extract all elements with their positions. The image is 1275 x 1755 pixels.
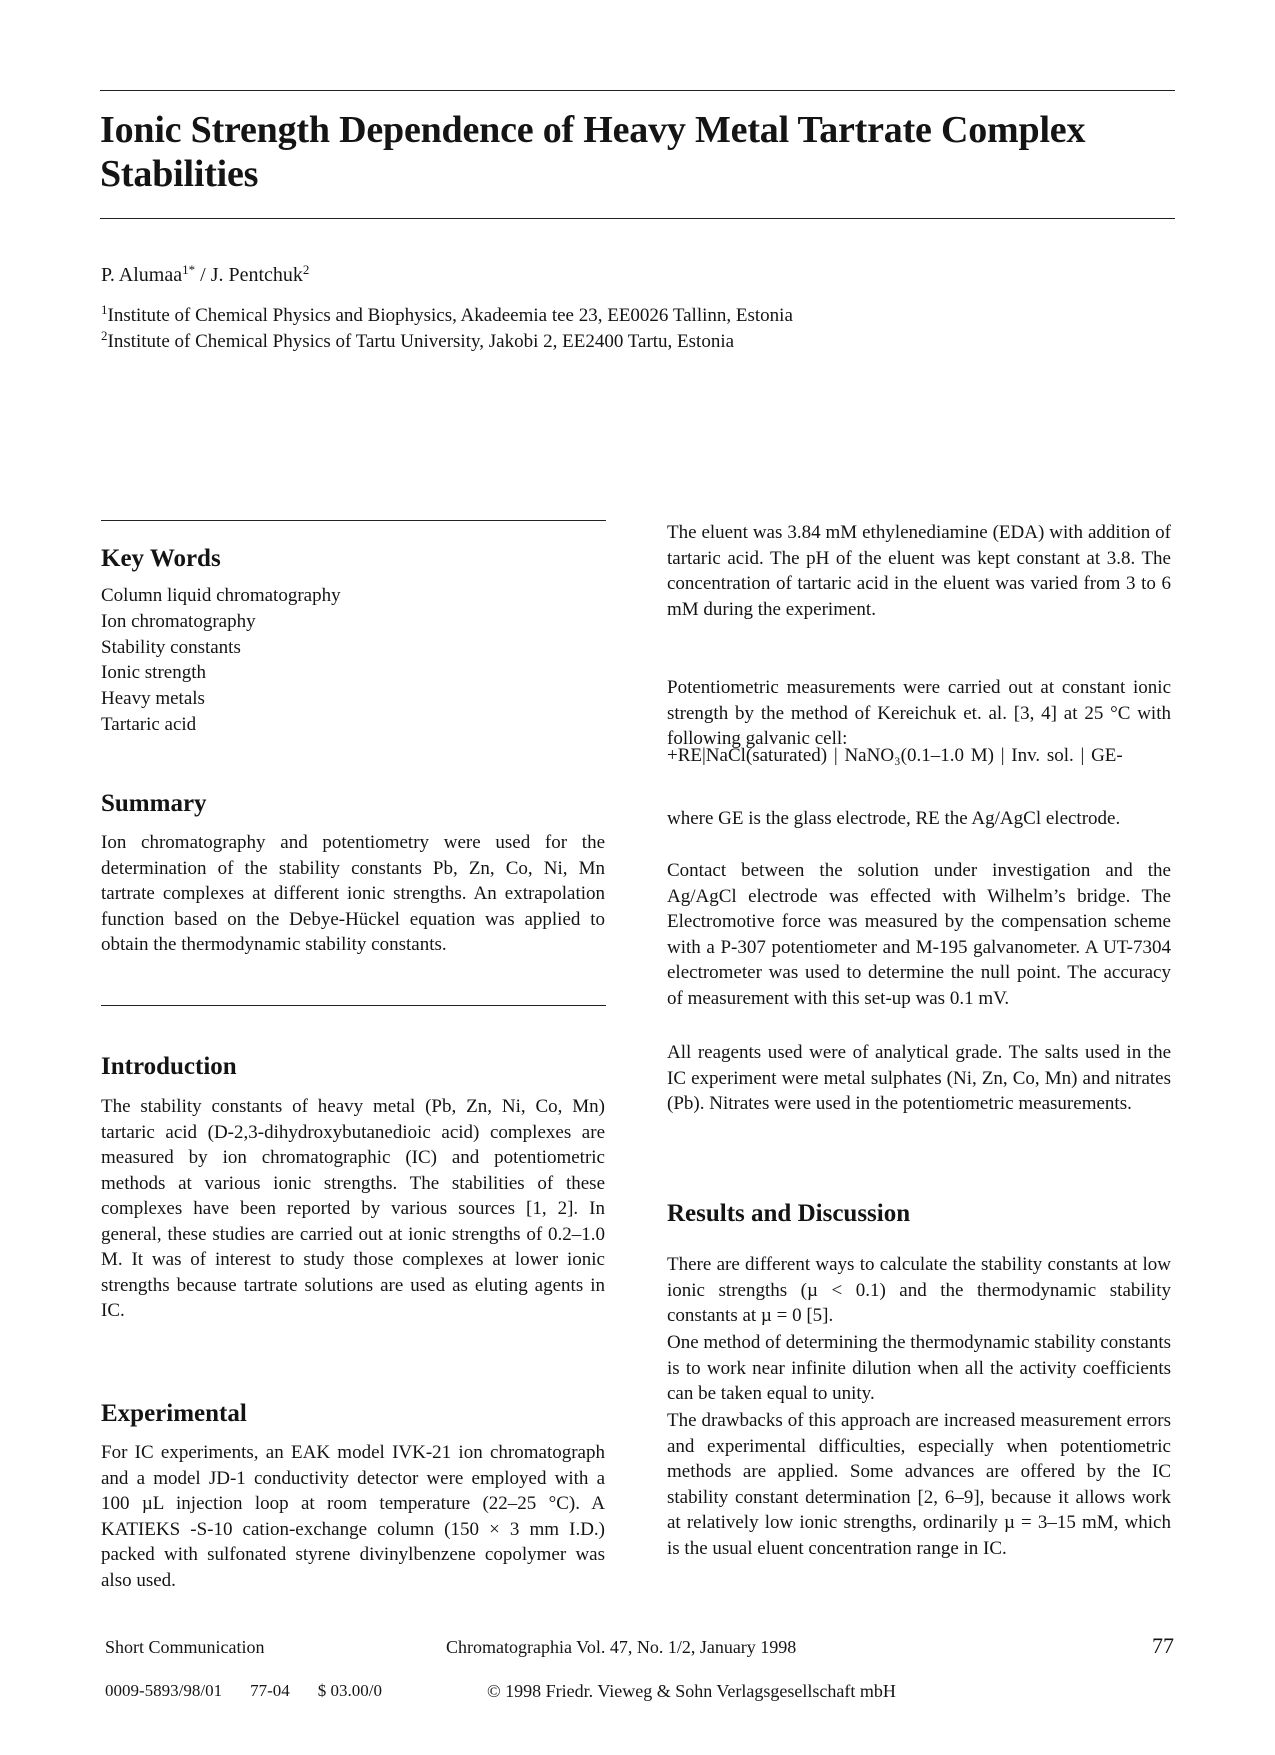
affiliation-text: Institute of Chemical Physics of Tartu University, Jakobi 2, EE2400 Tartu, Estonia (107, 331, 735, 352)
keyword-item: Ion chromatography (101, 610, 256, 632)
potentiometric-paragraph: Potentiometric measurements were carried out at constant ionic strength by the method of Kereichuk et. al. [3, 4] at 25 °C with following galvanic cell: (667, 677, 1171, 749)
keywords-list (101, 583, 341, 738)
author-affiliation-mark: 1* (182, 262, 196, 277)
keyword-item: Stability constants (101, 636, 241, 658)
introduction-text: The stability constants of heavy metal (Pb, Zn, Ni, Co, Mn) tartaric acid (D-2,3-dihydroxybutanedioic acid) complexes are measured by ion chromatographic (IC) and potentiometric methods at various ionic strengths. The stabilities of these complexes have been reported by various sources [1, 2]. In general, these studies are carried out at ionic strengths of 0.2–1.0 M. It was of interest to study those complexes at lower ionic strengths because tartrate solutions are used as eluting agents in IC. (101, 1096, 605, 1321)
author-separator: / (195, 264, 211, 286)
title-bottom-rule (100, 218, 1175, 219)
introduction-heading: Introduction (101, 1053, 237, 1080)
pages-code: 77-04 (250, 1681, 290, 1700)
keyword-item: Tartaric acid (101, 713, 197, 735)
keyword-item: Heavy metals (101, 688, 205, 710)
affiliation-mark: 2 (101, 328, 108, 343)
article-type: Short Communication (105, 1637, 265, 1657)
page-number: 77 (1152, 1633, 1174, 1658)
keyword-item: Ionic strength (101, 662, 207, 684)
keywords-heading: Key Words (101, 545, 221, 572)
results-paragraph: One method of determining the thermodynamic stability constants is to work near infinite dilution when all the activity coefficients can be taken equal to unity. (667, 1332, 1171, 1404)
experimental-text: For IC experiments, an EAK model IVK-21 ion chromatograph and a model JD-1 conductivity detector were employed with a 100 µL injection loop at room temperature (22–25 °C). A KATIEKS -S-10 cation-exchange column (150 × 3 mm I.D.) packed with sulfonated styrene divinylbenzene copolymer was also used. (101, 1442, 605, 1591)
copyright-notice: © 1998 Friedr. Vieweg & Sohn Verlagsgesellschaft mbH (487, 1681, 896, 1701)
article-title: Ionic Strength Dependence of Heavy Metal Tartrate Complex Stabilities (100, 109, 1086, 196)
reagents-paragraph: All reagents used were of analytical grade. The salts used in the IC experiment were metal sulphates (Ni, Zn, Co, Mn) and nitrates (Pb). Nitrates were used in the potentiometric measurements. (667, 1042, 1171, 1114)
title-top-rule (100, 90, 1175, 91)
issn-code: 0009-5893/98/01 (105, 1681, 223, 1700)
author-affiliation-mark: 2 (302, 262, 310, 277)
affiliation-mark: 1 (101, 302, 108, 317)
summary-bottom-rule (101, 1005, 606, 1006)
results-paragraph: The drawbacks of this approach are increased measurement errors and experimental difficulties, especially when potentiometric methods are applied. Some advances are offered by the IC stability constant determination [2, 6–9], because it allows work at relatively low ionic strengths, ordinarily µ = 3–15 mM, which is the usual eluent concentration range in IC. (667, 1410, 1171, 1559)
author-name: P. Alumaa (101, 264, 183, 286)
journal-citation: Chromatographia Vol. 47, No. 1/2, January 1998 (446, 1637, 797, 1657)
keywords-rule (101, 520, 606, 521)
results-paragraph: There are different ways to calculate the stability constants at low ionic strengths (µ < 0.1) and the thermodynamic stability constants at µ = 0 [5]. (667, 1254, 1171, 1326)
results-heading: Results and Discussion (667, 1200, 911, 1227)
keyword-item: Column liquid chromatography (101, 585, 341, 606)
author-line (101, 264, 309, 287)
affiliation-text: Institute of Chemical Physics and Biophysics, Akadeemia tee 23, EE0026 Tallinn, Estonia (107, 305, 793, 326)
summary-heading: Summary (101, 790, 207, 817)
eluent-paragraph: The eluent was 3.84 mM ethylenediamine (EDA) with addition of tartaric acid. The pH of the eluent was kept constant at 3.8. The concentration of tartaric acid in the eluent was varied from 3 to 6 mM during the experiment. (667, 522, 1171, 620)
electrode-paragraph: where GE is the glass electrode, RE the Ag/AgCl electrode. (667, 808, 1121, 829)
experimental-heading: Experimental (101, 1400, 247, 1427)
affiliation (101, 328, 735, 353)
affiliation (101, 302, 793, 327)
article-code (105, 1681, 410, 1701)
price-code: $ 03.00/0 (317, 1681, 383, 1700)
author-name: J. Pentchuk (210, 264, 303, 286)
bridge-paragraph: Contact between the solution under investigation and the Ag/AgCl electrode was effected with Wilhelm’s bridge. The Electromotive force was measured by the compensation scheme with a P-307 potentiometer and M-195 galvanometer. A UT-7304 electrometer was used to determine the null point. The accuracy of measurement with this set-up was 0.1 mV. (667, 860, 1171, 1009)
galvanic-cell-formula: +RE|NaCl(saturated) | NaNO₃(0.1–1.0 M) | Inv. sol. | GE- (667, 745, 1123, 766)
summary-text: Ion chromatography and potentiometry were used for the determination of the stability constants Pb, Zn, Co, Ni, Mn tartrate complexes at different ionic strengths. An extrapolation function based on the Debye-Hückel equation was applied to obtain the thermodynamic stability constants. (101, 832, 605, 955)
